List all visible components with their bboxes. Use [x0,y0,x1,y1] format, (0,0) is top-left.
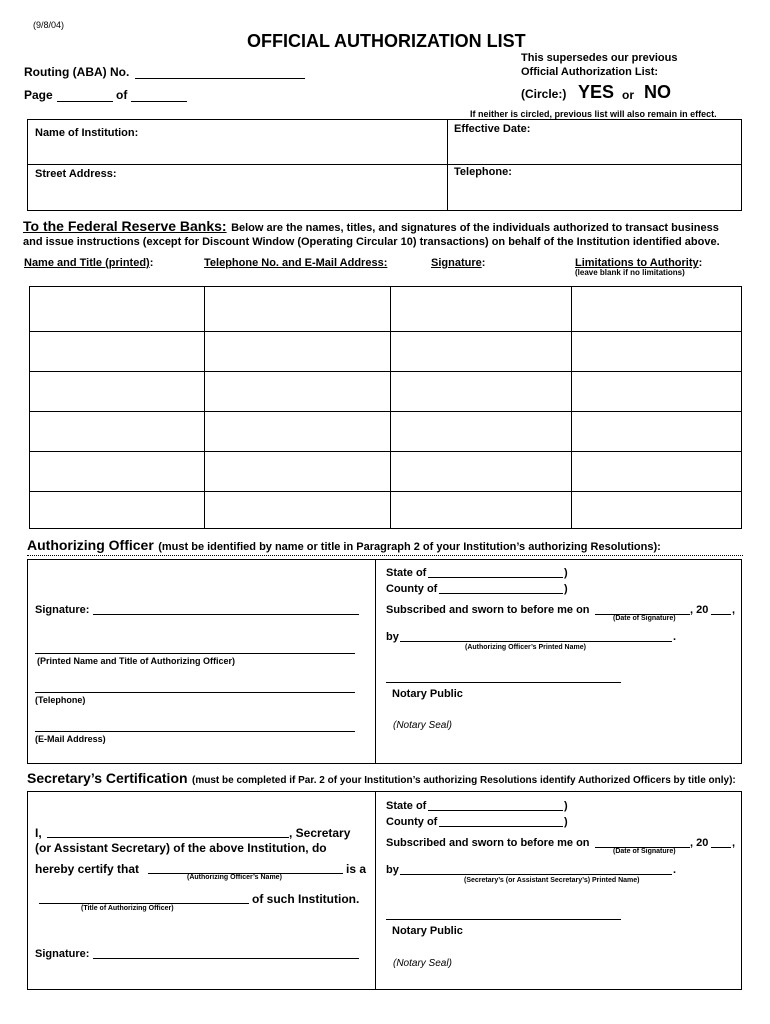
circle-label: (Circle:) [521,87,567,101]
table-row-divider [29,491,742,492]
auth-date-sig-label: (Date of Signature) [613,615,676,622]
sec-county-label: County of [386,816,438,828]
sec-notary-signature-field[interactable] [386,919,621,920]
authorizing-heading-line [27,537,661,555]
sec-assistant-label: (or Assistant Secretary) of the above Institution, do [35,841,327,855]
neither-note: If neither is circled, previous list will also remain in effect. [470,109,717,119]
supersedes-line1: This supersedes our previous [521,52,678,64]
sec-state-paren: ) [564,800,568,812]
table-row-divider [29,371,742,372]
table-row-divider [29,411,742,412]
sec-county-field[interactable] [439,826,563,827]
sec-sworn-label: Subscribed and sworn to before me on [386,837,590,849]
auth-year-field[interactable] [711,614,731,615]
auth-notary-label: Notary Public [392,688,463,700]
sec-county-paren: ) [564,816,568,828]
secretary-box [27,791,742,990]
auth-county-field[interactable] [439,593,563,594]
form-title: OFFICIAL AUTHORIZATION LIST [247,31,526,51]
authorizing-divider [375,559,376,764]
sec-by-period: . [673,864,677,876]
auth-county-label: County of [386,583,438,595]
sec-certify-label: hereby certify that [35,862,140,876]
intro-text1: Below are the names, titles, and signatures of the individuals authorized to transact business [231,222,719,234]
page-of-label: of [116,88,128,102]
sec-is-a-label: is a [346,862,367,876]
intro-text2: and issue instructions (except for Discount Window (Operating Circular 10) transactions) on behalf of the Institution identified above. [23,236,720,248]
col-limitations: Limitations to Authority: [575,257,703,269]
table-col-divider-2 [390,286,391,529]
auth-sworn-label: Subscribed and sworn to before me on [386,604,590,616]
sec-officer-name-label: (Authorizing Officer’s Name) [187,874,282,881]
sec-name-field[interactable] [47,837,289,838]
auth-signature-field[interactable] [93,614,359,615]
intro-line1 [23,218,719,236]
sec-state-field[interactable] [428,810,563,811]
auth-printed-name-field[interactable] [35,653,355,654]
table-row-divider [29,451,742,452]
sec-by-label: by [386,864,399,876]
sec-printed-name-label: (Secretary’s (or Assistant Secretary’s) Printed Name) [464,877,640,884]
auth-notary-signature-field[interactable] [386,682,621,683]
secretary-divider [375,791,376,990]
authorization-table [29,286,742,529]
auth-state-paren: ) [564,567,568,579]
sec-date-sig-label: (Date of Signature) [613,848,676,855]
or-label: or [622,88,634,102]
sec-seal-label: (Notary Seal) [393,958,452,969]
auth-seal-label: (Notary Seal) [393,720,452,731]
col-signature: Signature: [431,257,486,269]
sec-by-field[interactable] [400,874,672,875]
routing-number-field[interactable] [135,78,305,79]
col-phone-email: Telephone No. and E-Mail Address: [204,257,388,269]
sec-signature-field[interactable] [93,958,359,959]
table-col-divider-1 [204,286,205,529]
effective-date-label: Effective Date: [454,123,531,135]
sec-i-label: I, [35,826,42,840]
auth-by-period: . [673,631,677,643]
institution-divider [447,119,448,211]
secretary-heading: Secretary’s Certification [27,770,188,786]
auth-telephone-field[interactable] [35,692,355,693]
authorizing-heading-note: (must be identified by name or title in Paragraph 2 of your Institution’s authorizing Resolutions): [158,541,661,553]
col-limitations-note: (leave blank if no limitations) [575,268,685,277]
sec-year-label: , 20 [690,837,709,849]
sec-title-label: (Title of Authorizing Officer) [81,905,174,912]
secretary-heading-note: (must be completed if Par. 2 of your Institution’s authorizing Resolutions identify Authorized Officers by title only): [192,775,736,786]
auth-county-paren: ) [564,583,568,595]
auth-signature-label: Signature: [35,604,90,616]
page-label: Page [24,88,53,102]
authorizing-heading: Authorizing Officer [27,537,154,553]
routing-label: Routing (ABA) No. [24,65,130,79]
auth-telephone-label: (Telephone) [35,695,86,705]
page-number-field[interactable] [57,101,113,102]
auth-state-field[interactable] [428,577,563,578]
sec-year-comma: , [732,837,736,849]
auth-printed-name-label: (Printed Name and Title of Authorizing Officer) [37,656,236,666]
telephone-label: Telephone: [454,166,512,178]
sec-notary-label: Notary Public [392,925,463,937]
table-col-divider-3 [571,286,572,529]
institution-name-label: Name of Institution: [35,127,139,139]
yes-option[interactable]: YES [578,82,615,102]
auth-officer-name-label: (Authorizing Officer’s Printed Name) [465,644,586,651]
auth-email-label: (E-Mail Address) [35,734,106,744]
street-address-label: Street Address: [35,168,117,180]
table-row-divider [29,331,742,332]
intro-heading: To the Federal Reserve Banks: [23,218,227,234]
form-date-code: (9/8/04) [33,20,65,30]
col-name-title: Name and Title (printed): [24,257,154,269]
authorizing-dotted-rule [27,555,743,556]
auth-year-label: , 20 [690,604,709,616]
sec-signature-label: Signature: [35,948,90,960]
sec-of-such-label: of such Institution. [252,892,360,906]
supersedes-line2: Official Authorization List: [521,66,659,78]
sec-state-label: State of [386,800,427,812]
auth-email-field[interactable] [35,731,355,732]
institution-hdivider [27,164,742,165]
auth-by-label: by [386,631,399,643]
sec-officer-title-field[interactable] [39,903,249,904]
auth-state-label: State of [386,567,427,579]
sec-year-field[interactable] [711,847,731,848]
auth-year-comma: , [732,604,736,616]
secretary-heading-line [27,770,736,788]
sec-secretary-label: , Secretary [289,826,351,840]
auth-by-field[interactable] [400,641,672,642]
page-total-field[interactable] [131,101,187,102]
no-option[interactable]: NO [644,82,671,102]
